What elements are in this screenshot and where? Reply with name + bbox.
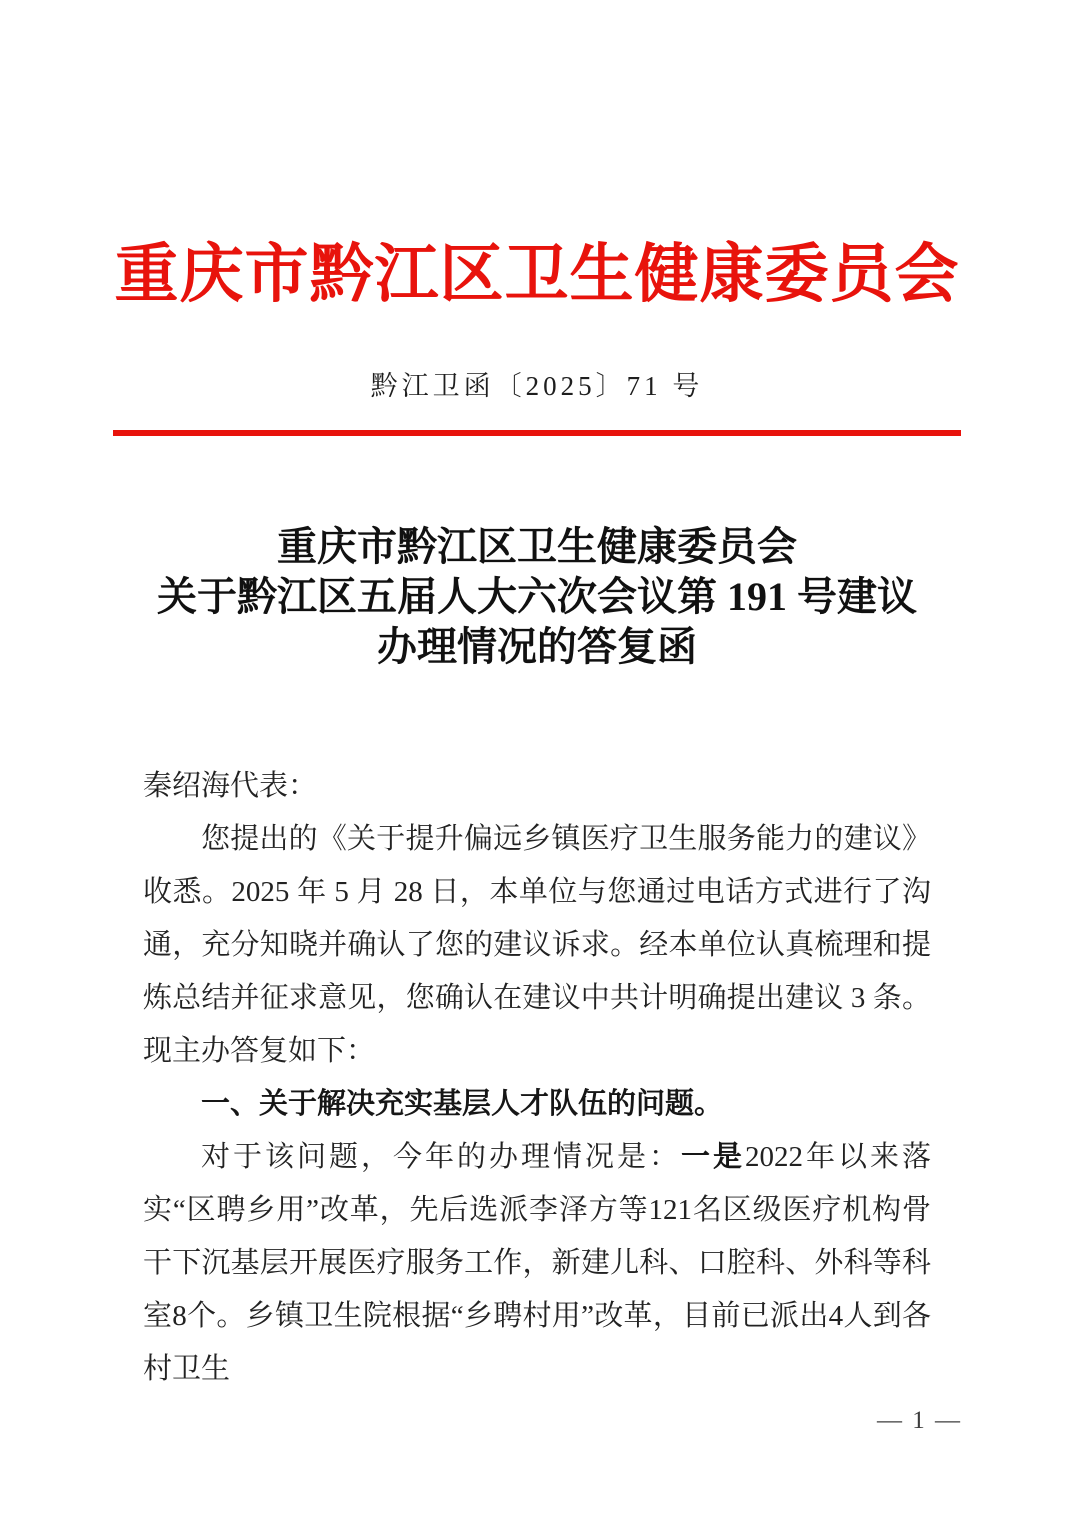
letter-body [143, 760, 931, 1396]
red-divider [113, 430, 961, 436]
title-line-3: 办理情况的答复函 [377, 624, 697, 669]
paragraph-2-rest: 2022年以来落实“区聘乡用”改革，先后选派李泽方等121名区级医疗机构骨干下沉基层开展医疗服务工作，新建儿科、口腔科、外科等科室8个。乡镇卫生院根据“乡聘村用”改革，目前已派出4人到各村卫生 [143, 1141, 931, 1385]
section-heading-1: 一、关于解决充实基层人才队伍的问题。 [201, 1088, 724, 1120]
paragraph-2-prefix: 对于该问题，今年的办理情况是： [201, 1141, 681, 1173]
page-number: — 1 — [877, 1407, 962, 1434]
title-line-1: 重庆市黔江区卫生健康委员会 [277, 524, 797, 569]
agency-name: 重庆市黔江区卫生健康委员会 [114, 239, 960, 310]
document-title [0, 522, 1074, 672]
title-line-2: 关于黔江区五届人大六次会议第 191 号建议 [157, 574, 917, 619]
doc-number: 黔江卫函〔2025〕71 号 [370, 371, 704, 401]
paragraph-intro: 您提出的《关于提升偏远乡镇医疗卫生服务能力的建议》收悉。2025 年 5 月 28 日，本单位与您通过电话方式进行了沟通，充分知晓并确认了您的建议诉求。经本单位认真梳理和提炼总结并征求意见，您确认在建议中共计明确提出建议 3 条。现主办答复如下： [143, 823, 931, 1067]
paragraph-2-emphasis: 一是 [680, 1141, 745, 1173]
paragraph-section-1 [143, 1131, 931, 1396]
salutation: 秦绍海代表： [143, 770, 318, 802]
